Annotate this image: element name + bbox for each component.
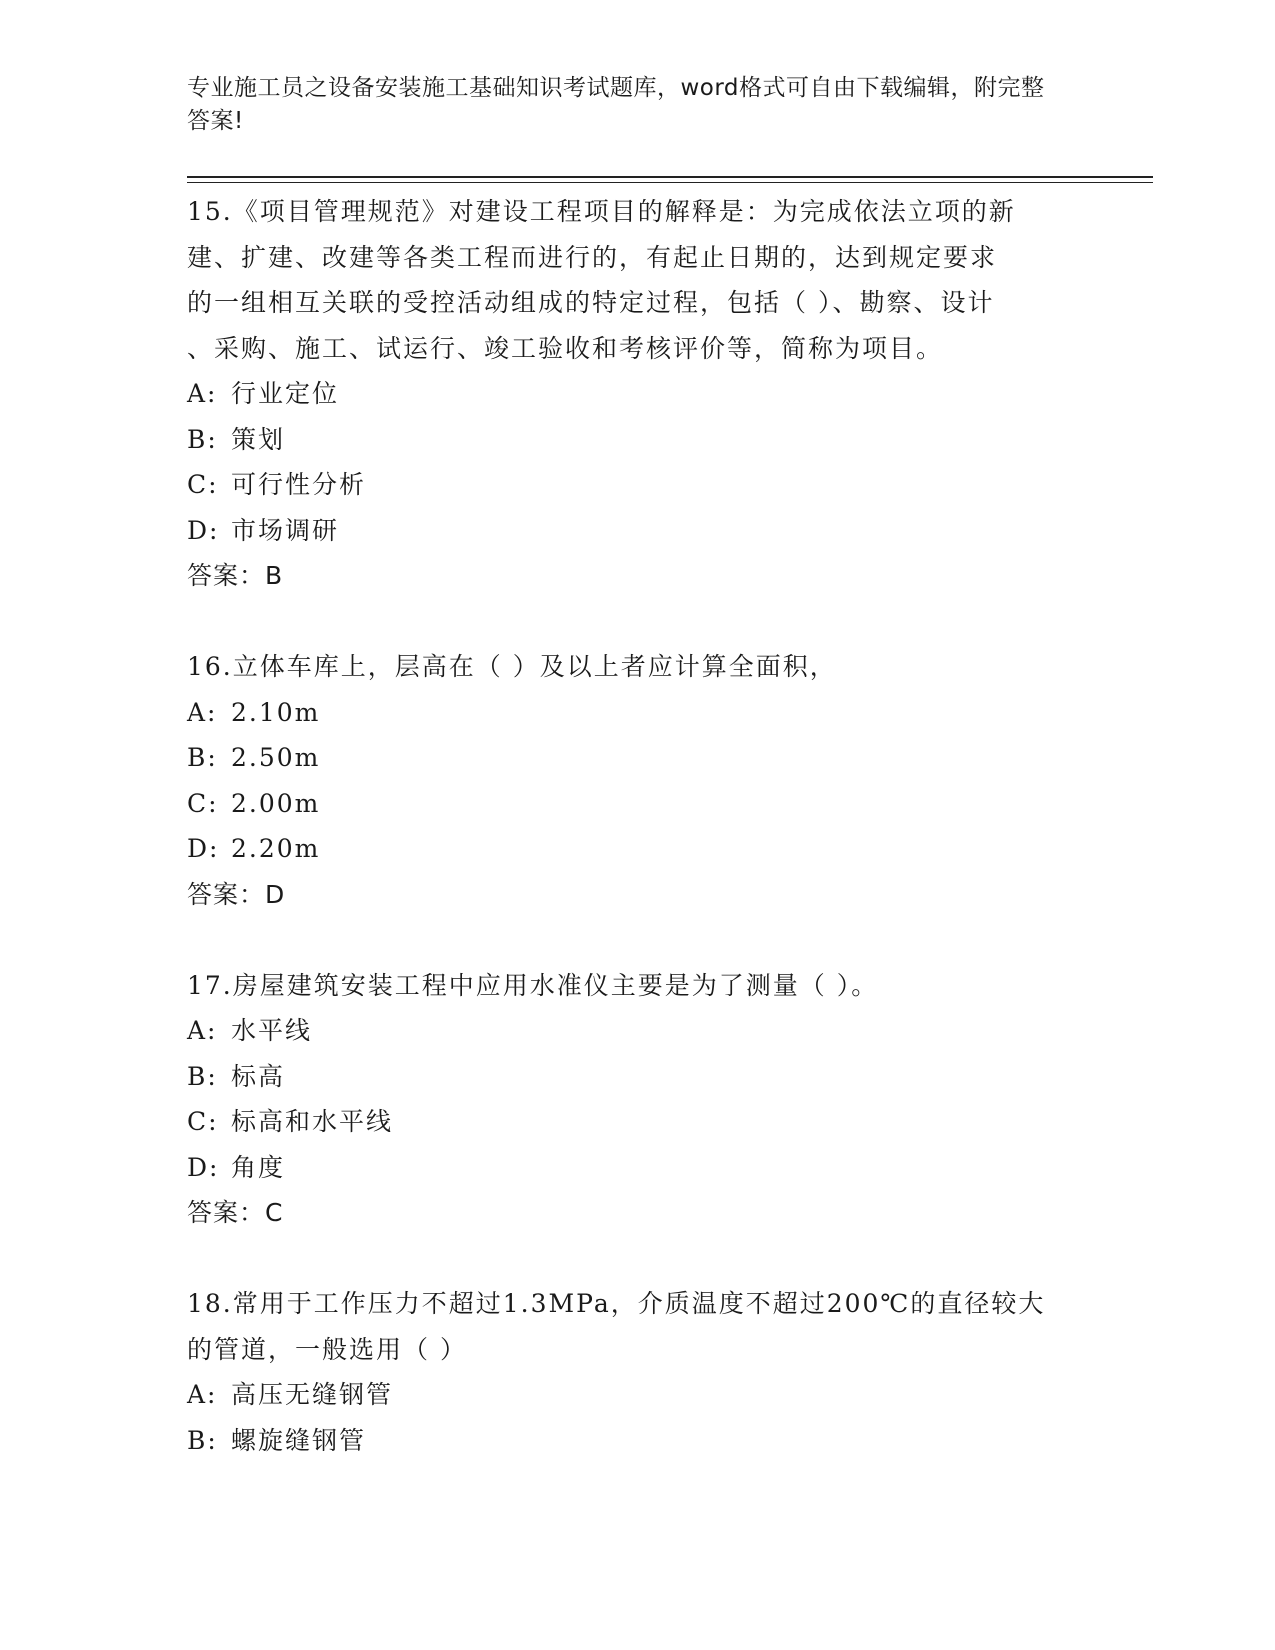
option-key: A:: [187, 1016, 218, 1045]
option-text: 标高: [231, 1061, 286, 1091]
option-text: 2.20m: [231, 834, 321, 863]
option-d: [187, 826, 1087, 872]
option-b: [187, 417, 1087, 463]
option-key: C:: [187, 788, 219, 818]
option-b: [187, 1054, 1087, 1100]
answer-line: 答案：B: [187, 561, 284, 590]
option-b: [187, 735, 1087, 781]
option-key: A:: [187, 379, 218, 408]
question-stem-line: 的一组相互关联的受控活动组成的特定过程，包括（ ）、勘察、设计: [187, 288, 995, 317]
question-15: [187, 189, 1087, 599]
option-key: B:: [187, 1061, 218, 1091]
header-divider-thin: [187, 182, 1153, 183]
option-text: 2.00m: [231, 788, 321, 818]
option-key: D:: [187, 834, 220, 863]
question-stem-line: 17.房屋建筑安装工程中应用水准仪主要是为了测量（ ）。: [187, 970, 879, 1000]
option-b: [187, 1418, 1087, 1464]
option-text: 标高和水平线: [231, 1107, 394, 1136]
question-stem-line: 、采购、施工、试运行、竣工验收和考核评价等，简称为项目。: [187, 333, 944, 363]
answer-line: 答案：D: [187, 879, 286, 909]
question-stem-line: 建、扩建、改建等各类工程而进行的，有起止日期的，达到规定要求: [187, 242, 998, 272]
option-a: [187, 690, 1087, 736]
option-c: [187, 462, 1087, 508]
option-text: 2.50m: [231, 743, 321, 772]
option-key: B:: [187, 424, 218, 454]
option-key: C:: [187, 1107, 219, 1136]
option-d: [187, 508, 1087, 554]
option-c: [187, 1099, 1087, 1145]
option-key: D:: [187, 1152, 220, 1182]
option-text: 2.10m: [231, 697, 321, 727]
option-key: C:: [187, 470, 219, 499]
question-18: [187, 1281, 1087, 1463]
option-a: [187, 1372, 1087, 1418]
question-list: [187, 189, 1087, 1463]
option-text: 高压无缝钢管: [231, 1380, 394, 1409]
question-stem-line: 15.《项目管理规范》对建设工程项目的解释是：为完成依法立项的新: [187, 197, 1016, 226]
option-text: 可行性分析: [231, 470, 367, 499]
option-key: B:: [187, 1425, 218, 1455]
option-a: [187, 1008, 1087, 1054]
question-16: [187, 644, 1087, 917]
option-text: 角度: [231, 1152, 286, 1182]
answer-line: 答案：C: [187, 1198, 284, 1227]
option-text: 市场调研: [231, 515, 340, 545]
option-key: D:: [187, 515, 220, 545]
header-divider-thick: [187, 176, 1153, 178]
option-text: 水平线: [231, 1016, 313, 1045]
option-text: 行业定位: [231, 379, 340, 408]
document-header: 专业施工员之设备安装施工基础知识考试题库，word格式可自由下载编辑，附完整答案!: [187, 75, 1045, 134]
question-stem-line: 18.常用于工作压力不超过1.3MPa，介质温度不超过200℃的直径较大: [187, 1289, 1046, 1318]
question-stem-line: 的管道，一般选用（ ）: [187, 1334, 467, 1364]
option-text: 螺旋缝钢管: [231, 1425, 367, 1455]
option-key: A:: [187, 697, 218, 727]
option-a: [187, 371, 1087, 417]
option-text: 策划: [231, 424, 286, 454]
question-17: [187, 963, 1087, 1236]
option-c: [187, 781, 1087, 827]
option-key: A:: [187, 1380, 218, 1409]
option-key: B:: [187, 743, 218, 772]
option-d: [187, 1145, 1087, 1191]
question-stem-line: 16.立体车库上，层高在（ ）及以上者应计算全面积，: [187, 652, 837, 681]
